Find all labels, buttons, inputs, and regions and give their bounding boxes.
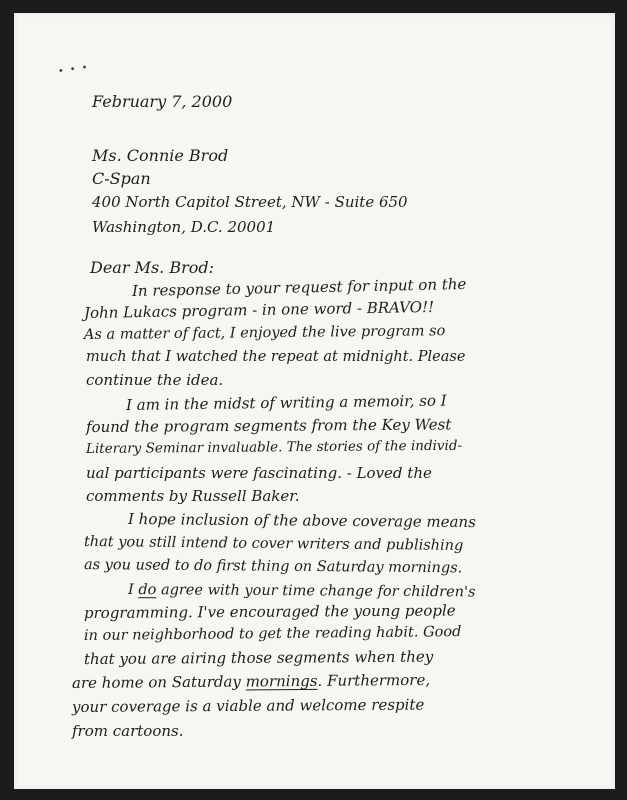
para3-line2: that you still intend to cover writers and publishing (83, 534, 464, 554)
paper-specks: ••• (57, 61, 95, 78)
para2-line3: Literary Seminar invaluable. The stories of the individ- (85, 437, 463, 457)
para3-line3: as you used to do first thing on Saturday mornings. (83, 557, 463, 577)
para4-line3: in our neighborhood to get the reading habit. Good (83, 624, 462, 644)
para4-emphasis-do: do (138, 582, 157, 599)
para1-line1: In response to your request for input on the (131, 274, 467, 300)
para4-line6: your coverage is a viable and welcome respite (71, 695, 425, 716)
para4-line5 (71, 670, 431, 692)
para2-line2: found the program segments from the Key West (85, 415, 452, 436)
para4-line7: from cartoons. (72, 722, 184, 740)
para4-line1 (128, 583, 476, 600)
para4-emphasis-mornings: mornings (245, 671, 318, 691)
para2-line5: comments by Russell Baker. (86, 487, 300, 505)
recipient-organization: C-Span (92, 169, 151, 188)
salutation: Dear Ms. Brod: (90, 258, 215, 277)
para2-line4: ual participants were fascinating. - Loved the (86, 464, 432, 482)
para4-line1-post: agree with your time change for children's (160, 582, 476, 601)
para2-line1: I am in the midst of writing a memoir, so I (125, 391, 447, 414)
para4-line2: programming. I've encouraged the young people (83, 601, 456, 622)
para1-line4: much that I watched the repeat at midnight. Please (86, 349, 466, 365)
recipient-name: Ms. Connie Brod (92, 146, 229, 165)
para3-line1: I hope inclusion of the above coverage means (127, 510, 476, 532)
recipient-city: Washington, D.C. 20001 (92, 218, 276, 236)
para4-line4: that you are airing those segments when they (83, 647, 434, 668)
para4-line1-pre: I (127, 582, 134, 599)
recipient-street: 400 North Capitol Street, NW - Suite 650 (92, 193, 408, 211)
para4-line5-post: . Furthermore, (317, 670, 431, 690)
para1-line5: continue the idea. (86, 371, 224, 389)
para4-line5-pre: are home on Saturday (71, 672, 241, 692)
para1-line3: As a matter of fact, I enjoyed the live program so (83, 323, 446, 343)
letter-date: February 7, 2000 (92, 92, 233, 111)
para1-line2: John Lukacs program - in one word - BRAVO!! (83, 297, 435, 322)
